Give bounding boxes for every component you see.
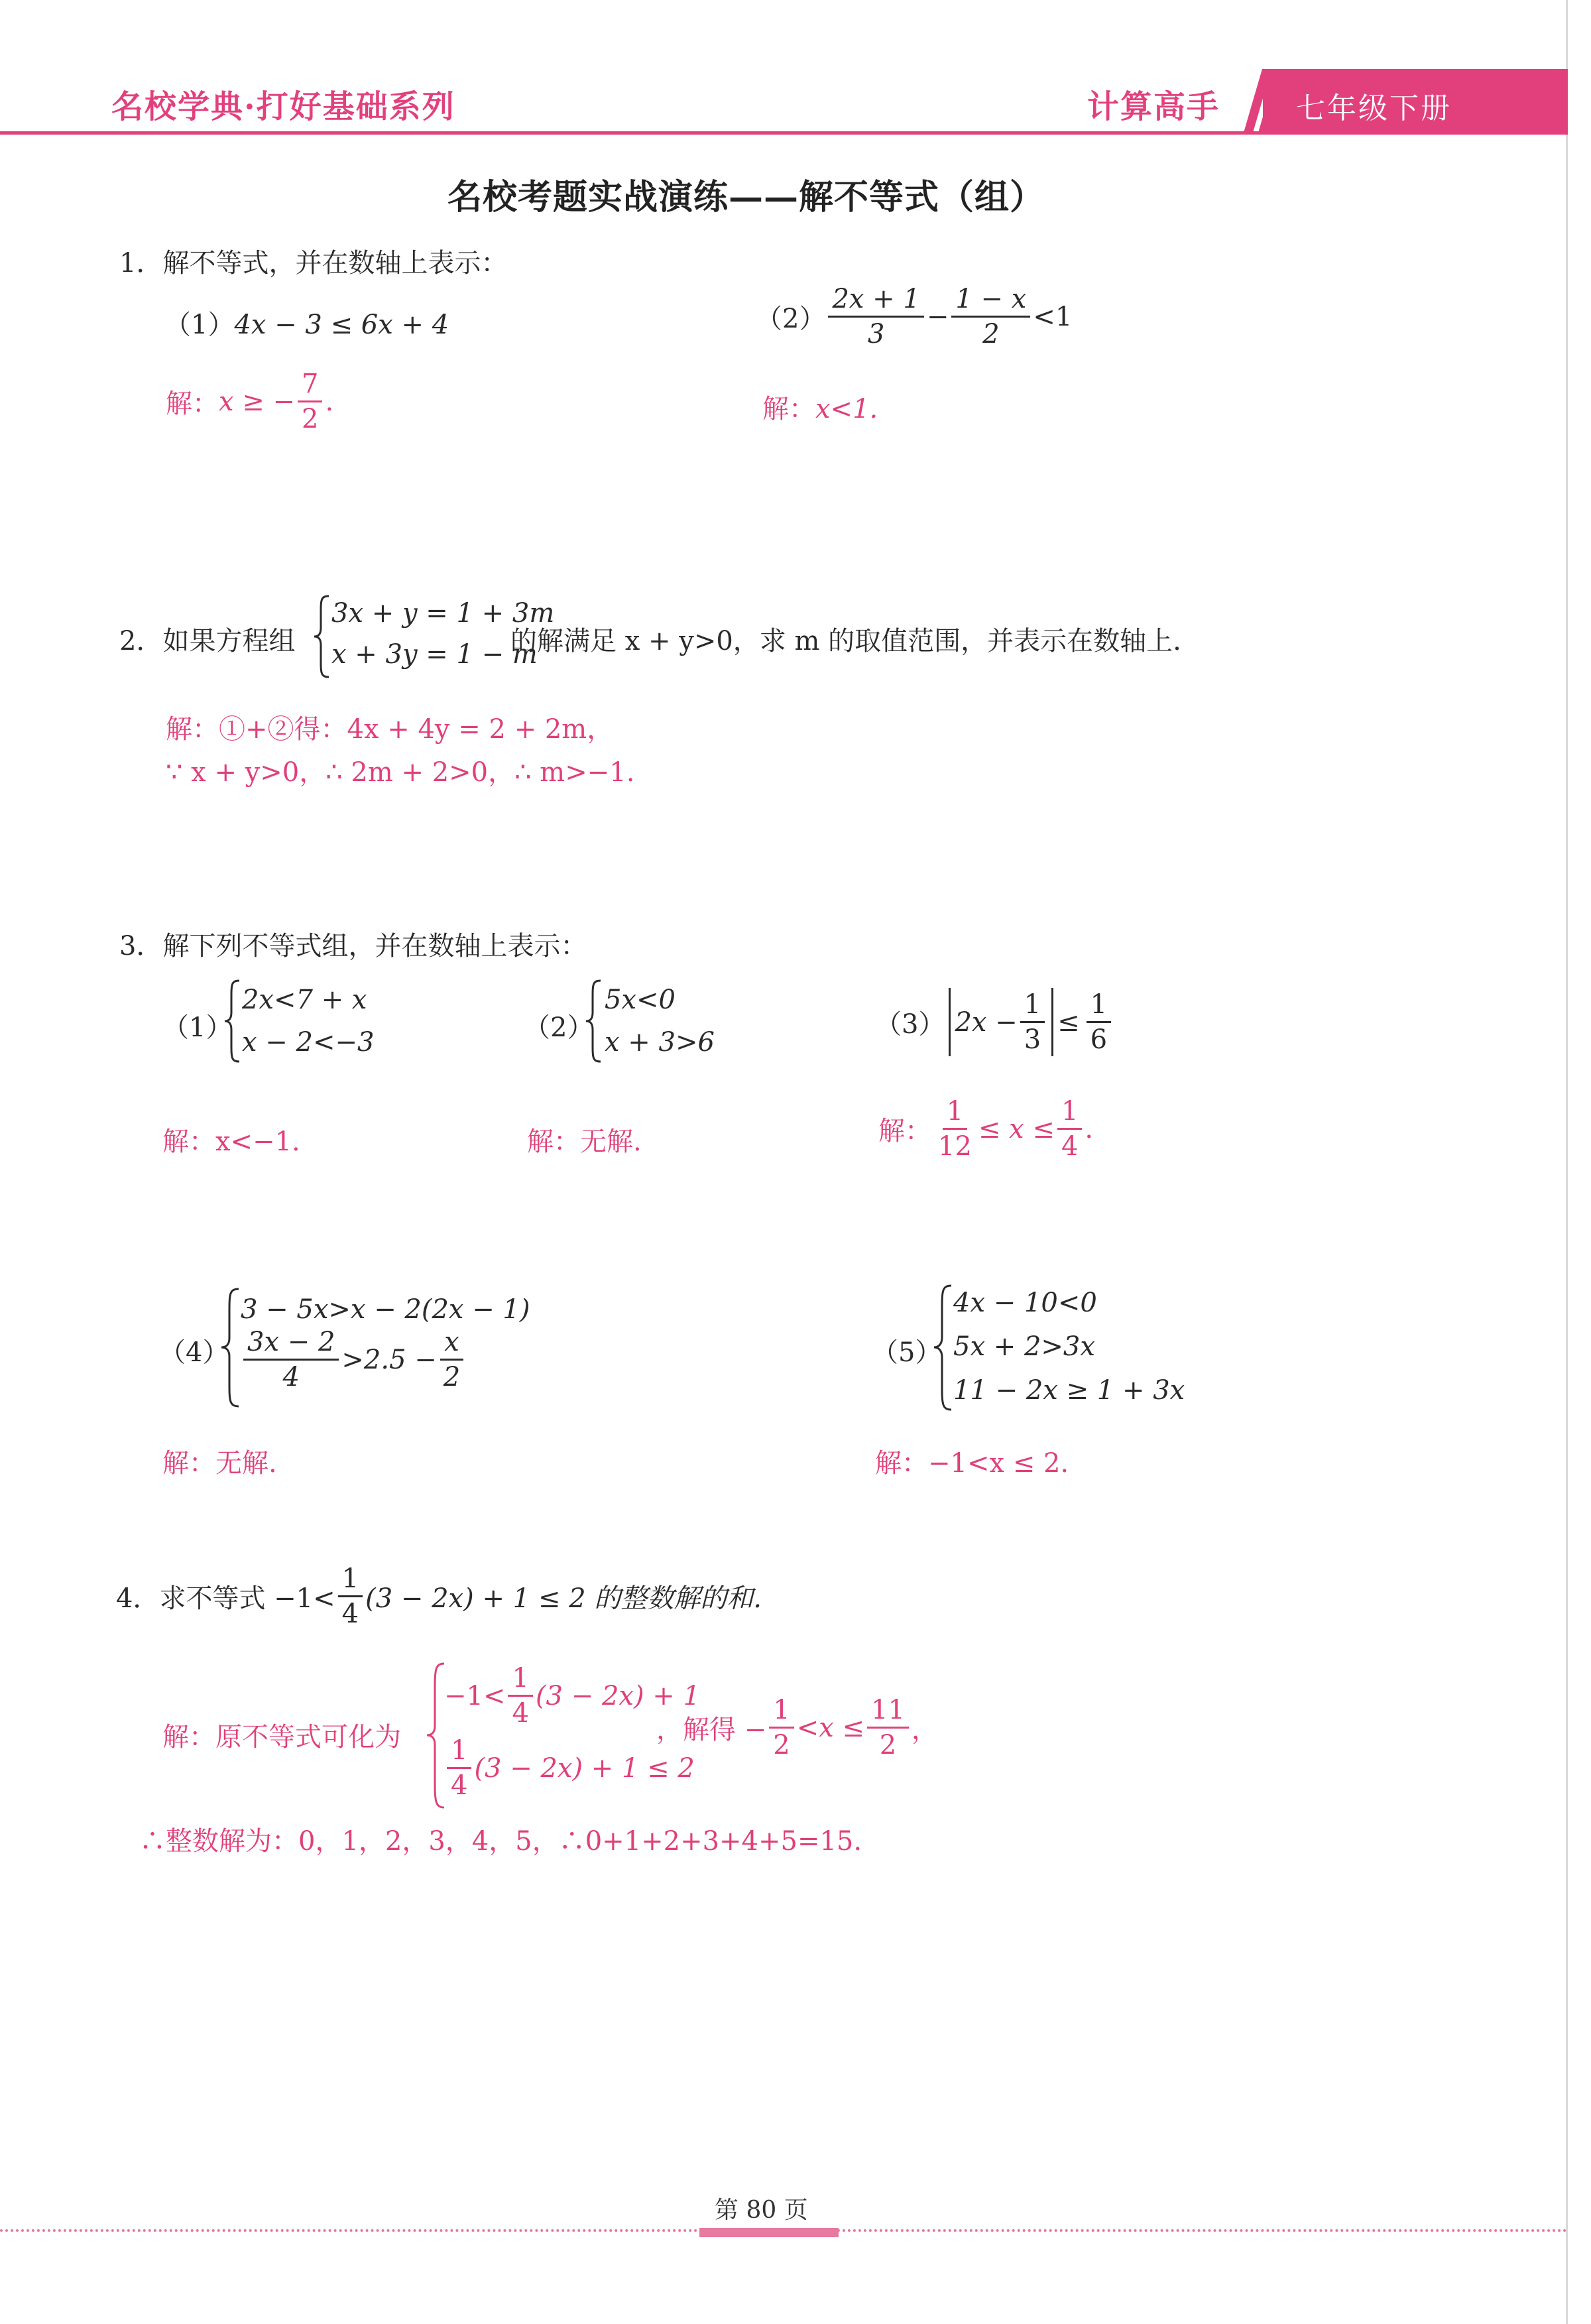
q1-part2: （2） $\frac{2x + 1}{3}$ − $\frac{1 - x}{2}$ <1: [756, 284, 1073, 349]
q4-result: ，解得 − $\frac{1}{2}$ <x ≤ $\frac{11}{2}$ ，: [656, 1695, 938, 1760]
q3-part5-system: 4x − 10<0 5x + 2>3x 11 − 2x ≥ 1 + 3x: [953, 1288, 1185, 1406]
q1-part1-expr: 4x − 3 ≤ 6x + 4: [234, 310, 449, 340]
q4-stem: 4．求不等式 −1< $\frac{1}{4}$ (3 − 2x) + 1 ≤ 2 的整数解的和.: [116, 1563, 762, 1629]
q3-part1-system: 2x<7 + x x − 2<−3: [242, 985, 375, 1058]
page-title: 名校考题实战演练——解不等式（组）: [447, 177, 1045, 217]
q2-eq2: x + 3y = 1 − m: [331, 639, 538, 670]
q3-part2-solution: 解：无解.: [527, 1127, 642, 1157]
q2-stem-b: 的解满足 x + y>0，求 m 的取值范围，并表示在数轴上.: [510, 626, 1181, 656]
q1-part1: [164, 304, 449, 341]
q1-solution1: 解： x ≥ − $\frac{7}{2}$ .: [166, 369, 334, 434]
footer-bar: [699, 2228, 839, 2237]
q3-part5-brace: [931, 1283, 954, 1412]
q3-part2-brace: [583, 978, 603, 1064]
q3-stem: 3．解下列不等式组，并在数轴上表示：: [119, 931, 587, 961]
page-edge: [1566, 0, 1568, 2324]
q3-part3-solution: 解： $\frac{1}{12}$ ≤ x ≤ $\frac{1}{4}$ .: [878, 1096, 1094, 1162]
q4-system: −1< $\frac{1}{4}$ (3 − 2x) + 1 $\frac{1}{4}$ (3 − 2x) + 1 ≤ 2: [444, 1663, 700, 1801]
q3-part3: （3） 2x − $\frac{1}{3}$ ≤ $\frac{1}{6}$: [875, 988, 1114, 1056]
q1-part2-label: （2）: [756, 304, 826, 334]
q4-solution-prefix: 解：原不等式可化为: [162, 1722, 401, 1752]
q3-part1-brace: [222, 978, 242, 1064]
q1-part1-label: （1）: [164, 310, 235, 340]
series-title: 名校学典·打好基础系列: [111, 88, 455, 125]
header-rule: [0, 131, 1568, 135]
q1-part2-frac2: $\frac{1 - x}{2}$: [951, 285, 1030, 348]
q3-part4-label: （4）: [159, 1337, 229, 1368]
q3-part4-brace: [219, 1286, 241, 1409]
page-number: 第 80 页: [715, 2197, 808, 2224]
q2-solution-line2: ∵ x + y>0，∴ 2m + 2>0，∴ m>−1.: [166, 757, 635, 788]
q3-part1-label: （1）: [162, 1012, 233, 1043]
q3-part3-abs: 2x − $\frac{1}{3}$: [949, 988, 1053, 1056]
q3-part4-system: 3 − 5x>x − 2(2x − 1) $\frac{3x - 2}{4}$ >2.5 − $\frac{x}{2}$: [241, 1294, 530, 1392]
q3-part1-solution: 解：x<−1.: [162, 1127, 300, 1157]
grade-label: 七年级下册: [1296, 92, 1452, 125]
q3-part2-label: （2）: [524, 1012, 594, 1043]
q1-part2-frac1: $\frac{2x + 1}{3}$: [828, 285, 923, 348]
book-title: 计算高手: [1087, 88, 1220, 125]
q3-part5-label: （5）: [872, 1337, 942, 1368]
q1-stem: 1．解不等式，并在数轴上表示：: [119, 248, 508, 278]
q4-brace: [424, 1661, 447, 1810]
q1-sol1-frac: $\frac{7}{2}$: [298, 370, 322, 433]
q3-part2-system: 5x<0 x + 3>6: [605, 985, 715, 1058]
q1-part2-tail: <1: [1033, 301, 1073, 332]
q2-stem-a: 2．如果方程组: [119, 626, 296, 656]
q1-solution2: 解：x<1.: [762, 394, 878, 424]
q2-brace: [312, 593, 331, 680]
q3-part5-solution: 解：−1<x ≤ 2.: [875, 1448, 1069, 1479]
q4-solution-line2: ∴整数解为：0，1，2，3，4，5，∴0+1+2+3+4+5=15.: [139, 1826, 862, 1857]
q2-solution-line1: 解：①+②得：4x + 4y = 2 + 2m，: [166, 714, 614, 745]
q3-part4-solution: 解：无解.: [162, 1448, 277, 1479]
q2-eq1: 3x + y = 1 + 3m: [331, 598, 555, 629]
